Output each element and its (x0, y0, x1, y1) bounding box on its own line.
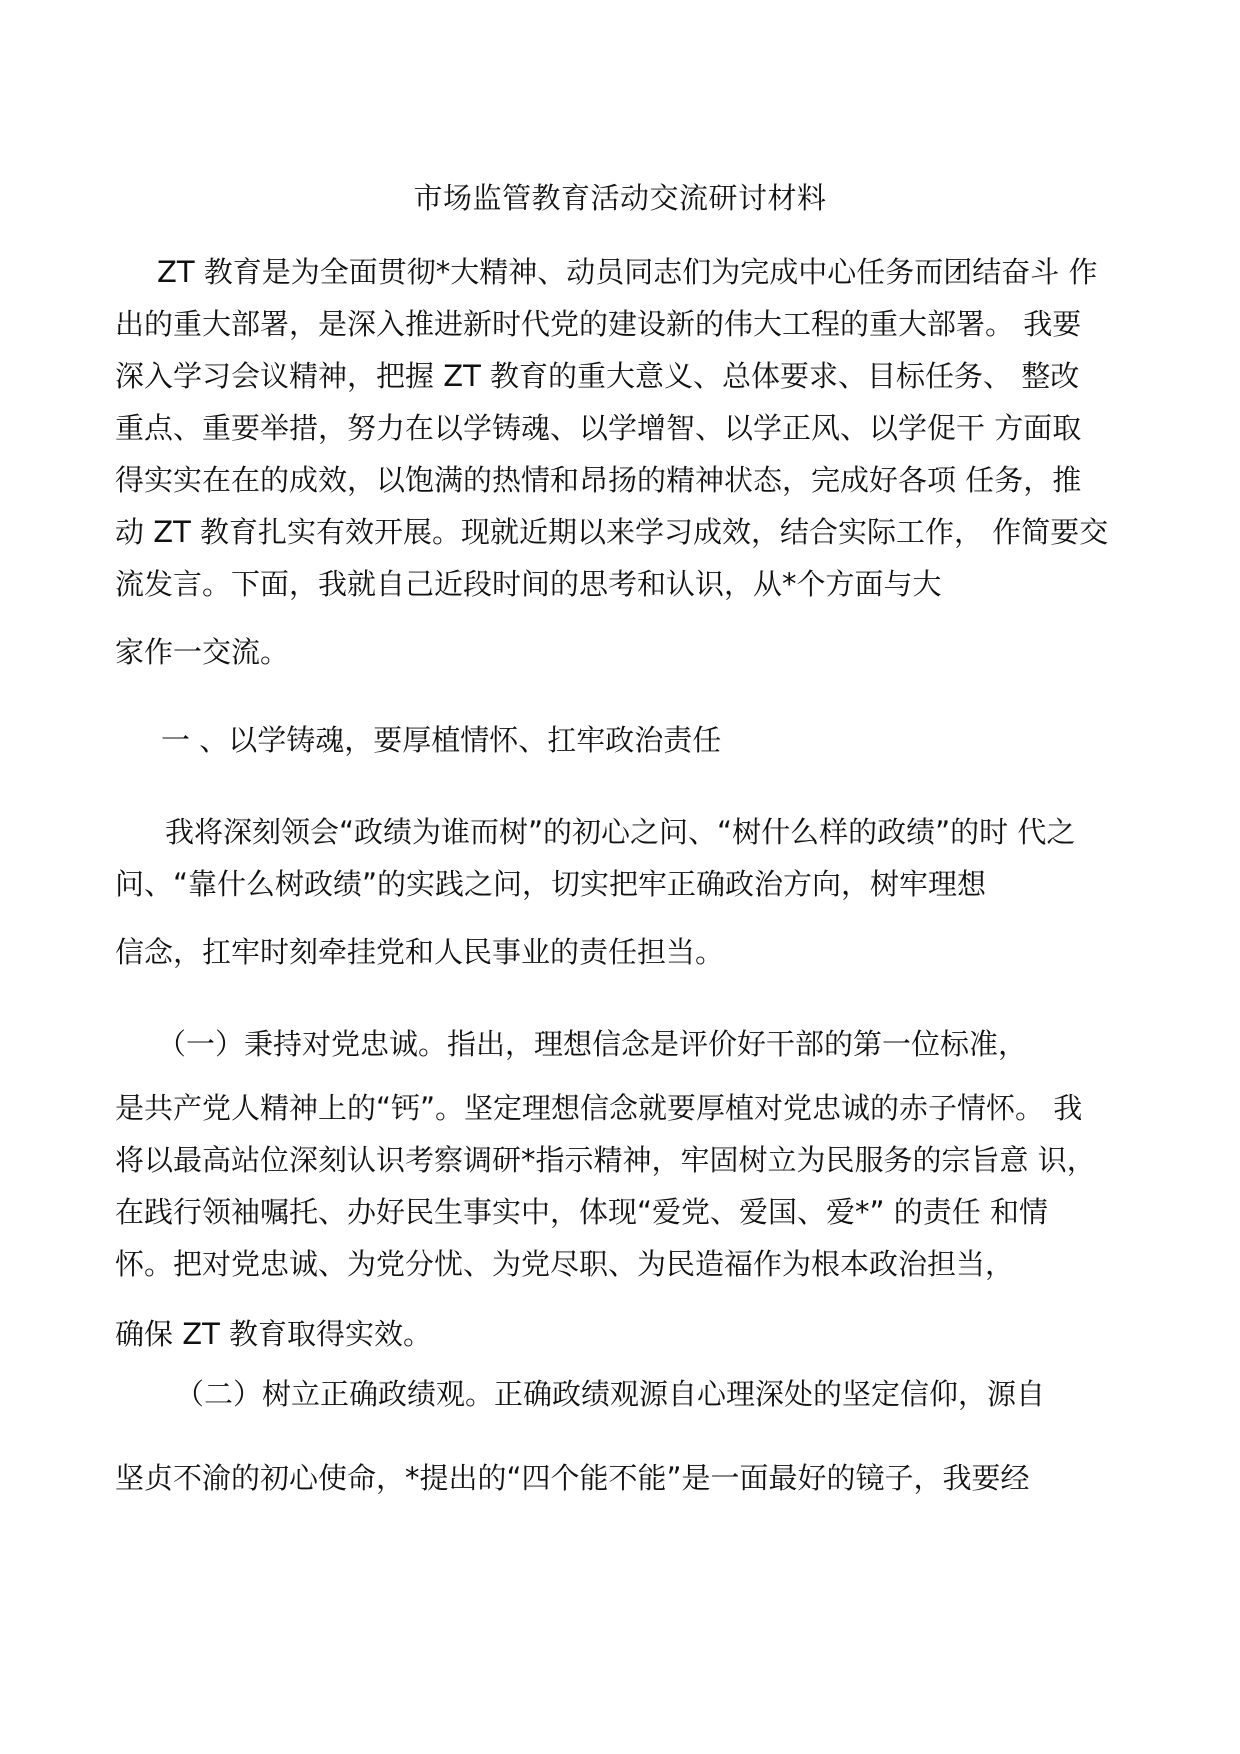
para2-line-4: 在践行领袖嘱托、办好民生事实中，体现“爱党、爱国、爱*” 的责任 和情 (115, 1195, 1048, 1229)
para2-line-3: 将以最高站位深刻认识考察调研*指示精神，牢固树立为民服务的宗旨意 识， (115, 1143, 1096, 1177)
para1-line-3: 信念，扛牢时刻牵挂党和人民事业的责任担当。 (115, 935, 725, 969)
para2-line-1: （一）秉持对党忠诚。指出，理想信念是评价好干部的第一位标准， (157, 1027, 1028, 1061)
document-title: 市场监管教育活动交流研讨材料 (413, 181, 827, 215)
para3-line-2: 坚贞不渝的初心使命，*提出的“四个能不能”是一面最好的镜子，我要经 (115, 1461, 1030, 1495)
intro-line-5: 得实实在在的成效，以饱满的热情和昂扬的精神状态，完成好各项 任务，推 (115, 463, 1082, 497)
intro-line-3: 深入学习会议精神，把握 ZT 教育的重大意义、总体要求、目标任务、 整改 (115, 359, 1080, 393)
intro-line-4: 重点、重要举措，努力在以学铸魂、以学增智、以学正风、以学促干 方面取 (115, 411, 1082, 445)
intro-line-2: 出的重大部署，是深入推进新时代党的建设新的伟大工程的重大部署。 我要 (115, 307, 1082, 341)
intro-line-1: ZT 教育是为全面贯彻*大精神、动员同志们为完成中心任务而团结奋斗 作 (157, 255, 1098, 289)
intro-line-7: 流发言。下面，我就自己近段时间的思考和认识，从*个方面与大 (115, 567, 942, 601)
para3-line-1: （二）树立正确政绩观。正确政绩观源自心理深处的坚定信仰，源自 (175, 1377, 1046, 1411)
para2-line-5: 怀。把对党忠诚、为党分忧、为党尽职、为民造福作为根本政治担当， (115, 1247, 1015, 1281)
para1-line-2: 问、“靠什么树政绩”的实践之问，切实把牢正确政治方向，树牢理想 (115, 867, 987, 901)
para2-line-2: 是共产党人精神上的“钙”。坚定理想信念就要厚植对党忠诚的赤子情怀。 我 (115, 1091, 1083, 1125)
section-heading-1: 一 、以学铸魂，要厚植情怀、扛牢政治责任 (161, 723, 722, 757)
intro-line-8: 家作一交流。 (115, 635, 290, 669)
intro-line-6: 动 ZT 教育扎实有效开展。现就近期以来学习成效，结合实际工作， 作简要交 (115, 515, 1109, 549)
para1-line-1: 我将深刻领会“政绩为谁而树”的初心之问、“树什么样的政绩”的时 代之 (165, 815, 1076, 849)
para2-line-6: 确保 ZT 教育取得实效。 (115, 1317, 433, 1351)
